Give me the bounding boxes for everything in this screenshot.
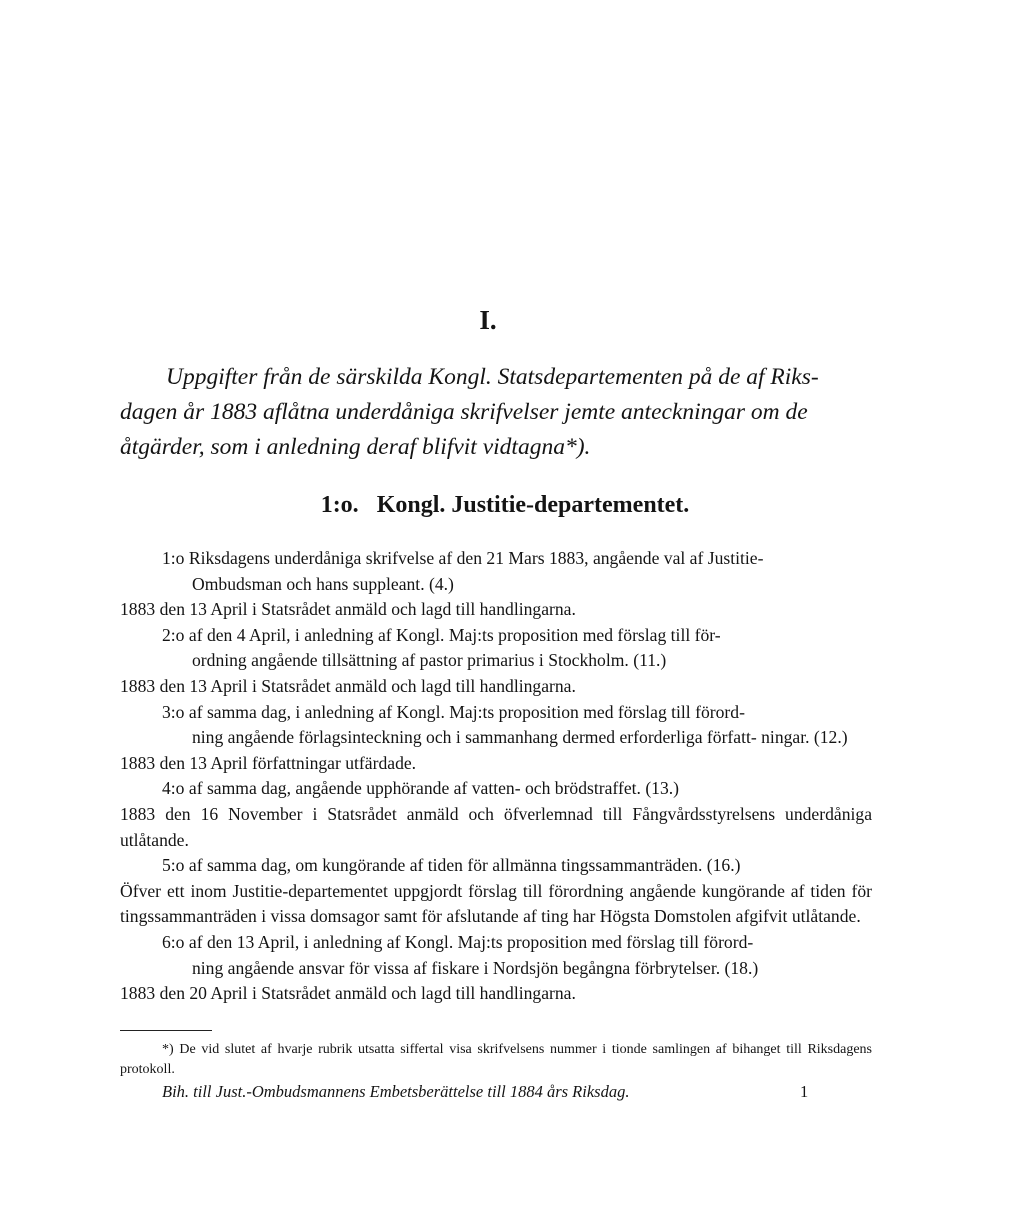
entry-outcome: 1883 den 16 November i Statsrådet anmäld och öfverlemnad till Fångvårdsstyrelsens underdåniga utlåtande. <box>120 803 872 850</box>
entries-list <box>120 546 872 1007</box>
entry-6 <box>120 930 872 1007</box>
entry-continuation: ning angående förlagsinteckning och i sammanhang dermed erforderliga författ- ningar. (12.) <box>192 727 848 748</box>
entry-lead: 6:o af den 13 April, i anledning af Kongl. Maj:ts proposition med förslag till förord- <box>162 931 754 952</box>
entry-3 <box>120 700 872 777</box>
running-footer: Bih. till Just.-Ombudsmannens Embetsberättelse till 1884 års Riksdag. <box>162 1082 630 1101</box>
section-title: Kongl. Justitie-departementet. <box>376 492 690 518</box>
heading-line-2: dagen år 1883 aflåtna underdåniga skrifvelser jemte anteckningar om de <box>120 399 808 425</box>
entry-continuation: ordning angående tillsättning af pastor primarius i Stockholm. (11.) <box>192 650 667 671</box>
entry-1 <box>120 546 872 623</box>
entry-outcome: 1883 den 13 April författningar utfärdade. <box>120 752 417 773</box>
entry-outcome: 1883 den 13 April i Statsrådet anmäld och lagd till handlingarna. <box>120 675 576 696</box>
heading-line-3: åtgärder, som i anledning deraf blifvit vidtagna*). <box>120 434 591 460</box>
entry-lead: 3:o af samma dag, i anledning af Kongl. Maj:ts proposition med förslag till förord- <box>162 701 745 722</box>
entry-lead: 4:o af samma dag, angående upphörande af vatten- och brödstraffet. (13.) <box>162 778 680 799</box>
page-number: 1 <box>800 1082 809 1101</box>
entry-lead: 5:o af samma dag, om kungörande af tiden för allmänna tingssammanträden. (16.) <box>162 855 741 876</box>
entry-lead: 1:o Riksdagens underdåniga skrifvelse af den 21 Mars 1883, angående val af Justitie- <box>162 548 764 568</box>
footnote: *) De vid slutet af hvarje rubrik utsatta siffertal visa skrifvelsens nummer i tionde samlingen af bihanget till Riksdagens protokoll. <box>120 1042 872 1077</box>
entry-outcome: Öfver ett inom Justitie-departementet uppgjordt förslag till förordning angående kungörande af tiden för tingssammanträden i vissa domsagor samt för afslutande af ting har Högsta Domstolen afgifvit utlåtande. <box>120 880 872 927</box>
section-number: 1:o. <box>320 492 359 518</box>
entry-lead: 2:o af den 4 April, i anledning af Kongl. Maj:ts proposition med förslag till för- <box>162 624 721 645</box>
entry-outcome: 1883 den 13 April i Statsrådet anmäld och lagd till handlingarna. <box>120 599 576 620</box>
entry-2 <box>120 623 872 700</box>
part-number: I. <box>479 305 497 335</box>
entry-4 <box>120 776 872 853</box>
section-heading <box>120 492 890 519</box>
heading-line-1: Uppgifter från de särskilda Kongl. Statsdepartementen på de af Riks- <box>166 364 819 390</box>
entry-outcome: 1883 den 20 April i Statsrådet anmäld och lagd till handlingarna. <box>120 983 576 1004</box>
footnote-divider <box>120 1030 212 1031</box>
entry-5 <box>120 853 872 930</box>
entry-continuation: ning angående ansvar för vissa af fiskare i Nordsjön begångna förbrytelser. (18.) <box>192 957 759 978</box>
chapter-heading <box>120 360 890 465</box>
entry-continuation: Ombudsman och hans suppleant. (4.) <box>192 573 454 594</box>
